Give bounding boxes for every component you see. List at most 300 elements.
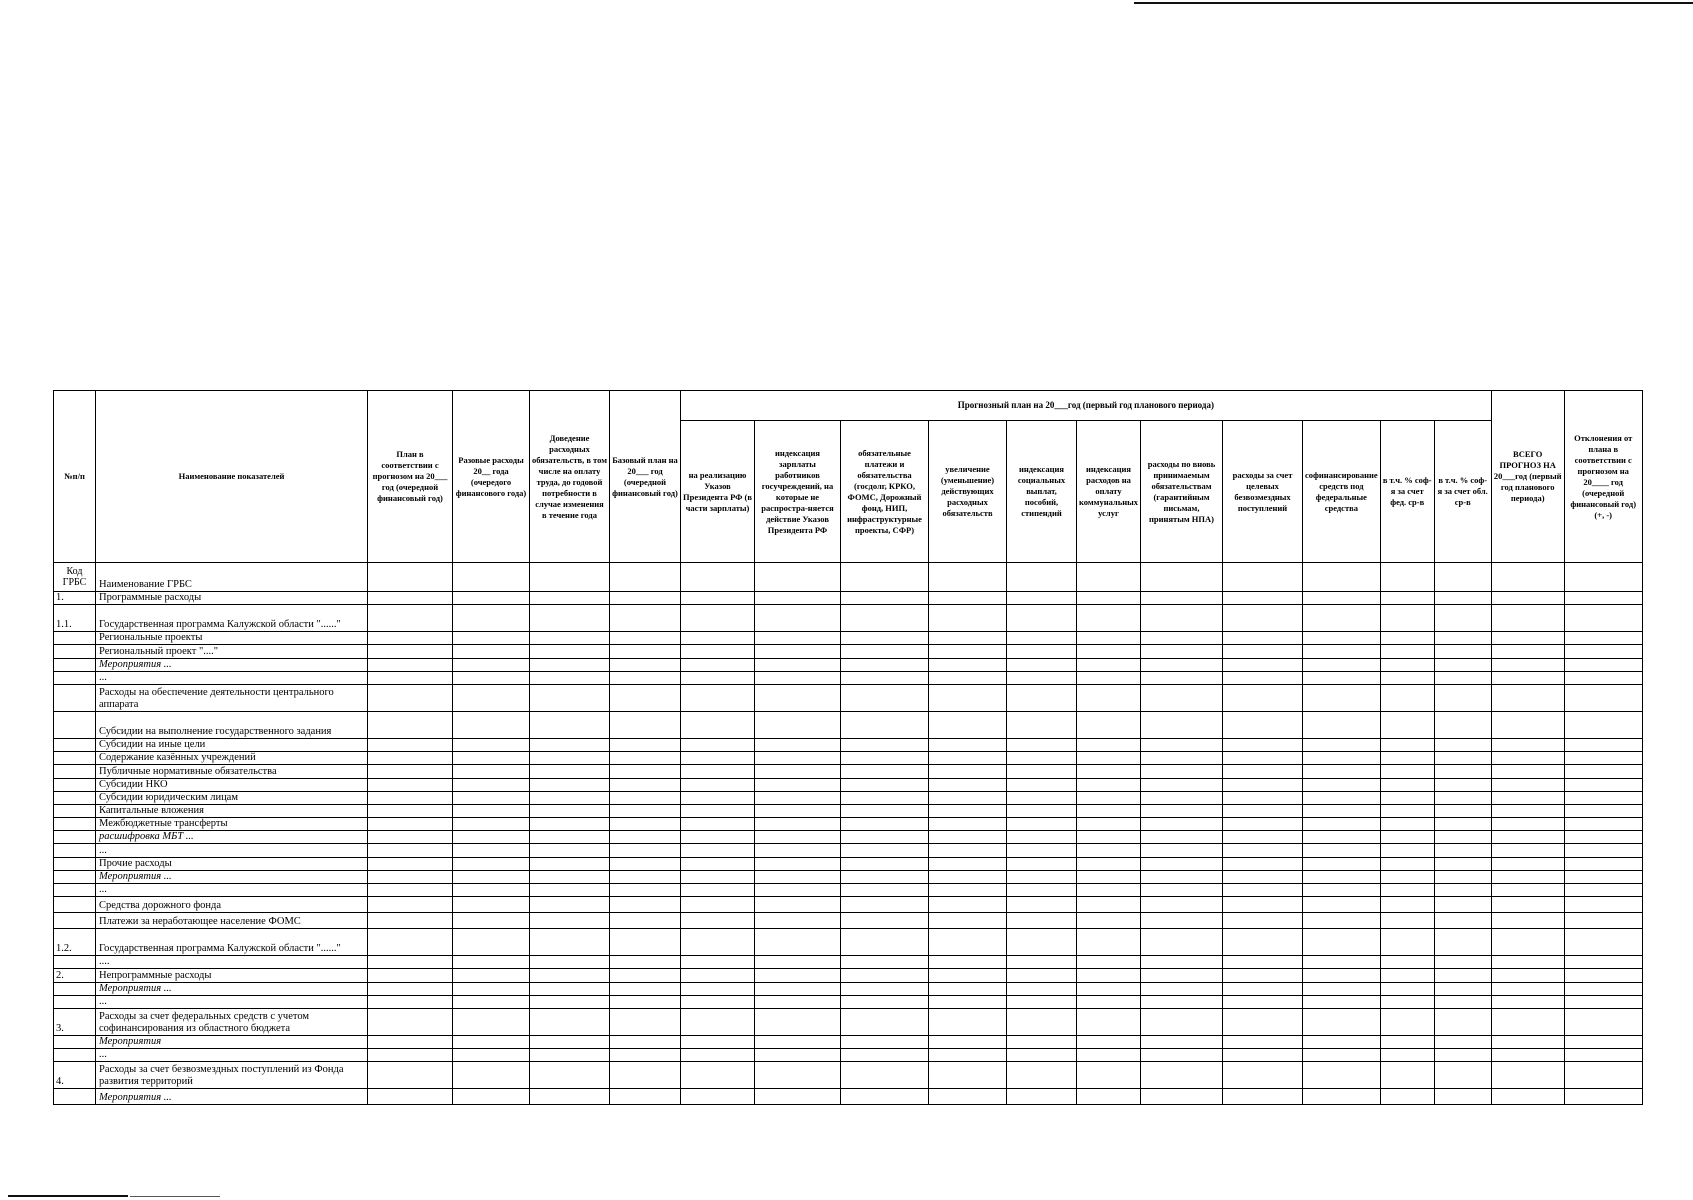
value-cell [1380, 913, 1434, 929]
value-cell [1303, 929, 1381, 956]
value-cell [1007, 897, 1077, 913]
value-cell [530, 804, 610, 817]
value-cell [1223, 563, 1303, 592]
value-cell [1141, 791, 1223, 804]
value-cell [453, 831, 530, 844]
value-cell [681, 818, 755, 831]
value-cell [755, 804, 841, 817]
value-cell [1223, 804, 1303, 817]
value-cell [1007, 870, 1077, 883]
value-cell [1434, 645, 1491, 658]
value-cell [1141, 684, 1223, 711]
value-cell [755, 765, 841, 778]
value-cell [610, 605, 681, 632]
value-cell [1223, 711, 1303, 738]
value-cell [755, 605, 841, 632]
value-cell [1077, 711, 1141, 738]
value-cell [681, 897, 755, 913]
value-cell [453, 844, 530, 857]
value-cell [1141, 1008, 1223, 1035]
row-number [54, 1049, 96, 1062]
value-cell [1223, 897, 1303, 913]
value-cell [530, 563, 610, 592]
value-cell [1223, 831, 1303, 844]
value-cell [368, 969, 453, 982]
table-row [54, 1008, 1643, 1035]
value-cell [1007, 818, 1077, 831]
value-cell [1007, 563, 1077, 592]
value-cell [1141, 884, 1223, 897]
value-cell [368, 684, 453, 711]
row-number [54, 804, 96, 817]
value-cell [841, 929, 929, 956]
value-cell [841, 778, 929, 791]
value-cell [1491, 956, 1564, 969]
value-cell [681, 1089, 755, 1105]
value-cell [1491, 1035, 1564, 1048]
header-sub-10: в т.ч. % соф-я за счет обл. ср-в [1434, 421, 1491, 563]
value-cell [755, 1049, 841, 1062]
value-cell [1380, 778, 1434, 791]
value-cell [1380, 831, 1434, 844]
value-cell [610, 658, 681, 671]
value-cell [1303, 870, 1381, 883]
value-cell [368, 711, 453, 738]
value-cell [368, 563, 453, 592]
table-row [54, 857, 1643, 870]
value-cell [681, 913, 755, 929]
table-row [54, 831, 1643, 844]
row-number [54, 897, 96, 913]
header-sub-1: индексация зарплаты работников госучреждений, на которые не распростра-няется действие Указов Президента РФ [755, 421, 841, 563]
value-cell [1077, 563, 1141, 592]
row-indicator-name: Межбюджетные трансферты [96, 818, 368, 831]
value-cell [929, 645, 1007, 658]
value-cell [368, 844, 453, 857]
value-cell [1491, 645, 1564, 658]
value-cell [453, 791, 530, 804]
value-cell [368, 671, 453, 684]
value-cell [1077, 804, 1141, 817]
value-cell [1007, 791, 1077, 804]
value-cell [841, 671, 929, 684]
value-cell [1141, 870, 1223, 883]
value-cell [1223, 929, 1303, 956]
value-cell [1141, 1062, 1223, 1089]
value-cell [1564, 765, 1642, 778]
value-cell [929, 1035, 1007, 1048]
value-cell [929, 778, 1007, 791]
value-cell [1434, 913, 1491, 929]
value-cell [1077, 778, 1141, 791]
header-sub-5: индексация расходов на оплату коммунальных услуг [1077, 421, 1141, 563]
value-cell [681, 791, 755, 804]
value-cell [929, 1062, 1007, 1089]
value-cell [453, 913, 530, 929]
table-row [54, 563, 1643, 592]
value-cell [610, 778, 681, 791]
value-cell [1564, 645, 1642, 658]
value-cell [453, 1035, 530, 1048]
table-row [54, 765, 1643, 778]
value-cell [841, 711, 929, 738]
table-row [54, 818, 1643, 831]
table-row [54, 778, 1643, 791]
row-indicator-name: Субсидии юридическим лицам [96, 791, 368, 804]
value-cell [929, 711, 1007, 738]
table-row [54, 791, 1643, 804]
value-cell [929, 857, 1007, 870]
value-cell [929, 658, 1007, 671]
value-cell [1223, 982, 1303, 995]
value-cell [1007, 1035, 1077, 1048]
value-cell [1434, 752, 1491, 765]
value-cell [1077, 658, 1141, 671]
value-cell [1223, 1062, 1303, 1089]
value-cell [755, 956, 841, 969]
value-cell [610, 711, 681, 738]
value-cell [841, 956, 929, 969]
value-cell [453, 684, 530, 711]
value-cell [929, 671, 1007, 684]
value-cell [1007, 1062, 1077, 1089]
value-cell [610, 671, 681, 684]
value-cell [1564, 913, 1642, 929]
row-indicator-name: ... [96, 671, 368, 684]
value-cell [610, 897, 681, 913]
value-cell [755, 831, 841, 844]
value-cell [841, 645, 929, 658]
forecast-table [53, 390, 1643, 1105]
value-cell [610, 563, 681, 592]
value-cell [1434, 684, 1491, 711]
table-row [54, 605, 1643, 632]
value-cell [1303, 791, 1381, 804]
header-base-plan: Базовый план на 20___ год (очередной финансовый год) [610, 391, 681, 563]
value-cell [681, 831, 755, 844]
value-cell [368, 1049, 453, 1062]
value-cell [1564, 995, 1642, 1008]
value-cell [1077, 752, 1141, 765]
value-cell [368, 765, 453, 778]
value-cell [1077, 1089, 1141, 1105]
value-cell [841, 658, 929, 671]
value-cell [1141, 1035, 1223, 1048]
value-cell [1434, 969, 1491, 982]
value-cell [1077, 831, 1141, 844]
value-cell [681, 804, 755, 817]
value-cell [755, 778, 841, 791]
value-cell [1564, 632, 1642, 645]
value-cell [755, 1008, 841, 1035]
value-cell [1564, 929, 1642, 956]
value-cell [1380, 1049, 1434, 1062]
value-cell [1491, 982, 1564, 995]
value-cell [530, 791, 610, 804]
value-cell [1434, 870, 1491, 883]
value-cell [1077, 956, 1141, 969]
value-cell [1564, 844, 1642, 857]
value-cell [1564, 1035, 1642, 1048]
table-row [54, 711, 1643, 738]
value-cell [610, 913, 681, 929]
value-cell [841, 738, 929, 751]
scan-edge-line-bottom-2 [130, 1196, 220, 1197]
value-cell [1141, 658, 1223, 671]
value-cell [755, 1089, 841, 1105]
value-cell [1380, 929, 1434, 956]
value-cell [1491, 804, 1564, 817]
value-cell [610, 804, 681, 817]
value-cell [681, 1035, 755, 1048]
value-cell [368, 804, 453, 817]
value-cell [1007, 592, 1077, 605]
value-cell [1564, 563, 1642, 592]
value-cell [1141, 831, 1223, 844]
value-cell [1223, 592, 1303, 605]
row-indicator-name: Субсидии НКО [96, 778, 368, 791]
value-cell [1077, 605, 1141, 632]
value-cell [1491, 684, 1564, 711]
value-cell [1077, 857, 1141, 870]
value-cell [453, 956, 530, 969]
value-cell [1380, 658, 1434, 671]
value-cell [368, 1089, 453, 1105]
value-cell [368, 645, 453, 658]
value-cell [1077, 818, 1141, 831]
value-cell [755, 671, 841, 684]
value-cell [755, 995, 841, 1008]
value-cell [1564, 684, 1642, 711]
value-cell [1380, 1062, 1434, 1089]
value-cell [368, 605, 453, 632]
table-row [54, 632, 1643, 645]
value-cell [1303, 956, 1381, 969]
value-cell [610, 1008, 681, 1035]
row-indicator-name: Региональный проект "...." [96, 645, 368, 658]
value-cell [1303, 897, 1381, 913]
value-cell [530, 982, 610, 995]
value-cell [1564, 897, 1642, 913]
value-cell [1380, 818, 1434, 831]
header-sub-9: в т.ч. % соф-я за счет фед. ср-в [1380, 421, 1434, 563]
value-cell [1303, 605, 1381, 632]
value-cell [1491, 1008, 1564, 1035]
value-cell [1141, 738, 1223, 751]
value-cell [1007, 913, 1077, 929]
value-cell [1223, 969, 1303, 982]
value-cell [530, 711, 610, 738]
value-cell [1380, 956, 1434, 969]
value-cell [929, 818, 1007, 831]
value-cell [1077, 1049, 1141, 1062]
row-indicator-name: Мероприятия ... [96, 870, 368, 883]
value-cell [755, 870, 841, 883]
value-cell [1303, 711, 1381, 738]
row-number [54, 658, 96, 671]
value-cell [610, 929, 681, 956]
value-cell [1077, 791, 1141, 804]
table-row [54, 1062, 1643, 1089]
row-indicator-name: Мероприятия [96, 1035, 368, 1048]
value-cell [929, 897, 1007, 913]
value-cell [1007, 658, 1077, 671]
value-cell [1303, 857, 1381, 870]
header-onetime: Разовые расходы 20__ года (очередого финансового года) [453, 391, 530, 563]
row-number [54, 857, 96, 870]
row-indicator-name: .... [96, 956, 368, 969]
value-cell [610, 1089, 681, 1105]
value-cell [1491, 563, 1564, 592]
value-cell [929, 913, 1007, 929]
value-cell [610, 791, 681, 804]
value-cell [368, 1035, 453, 1048]
table-row [54, 592, 1643, 605]
value-cell [929, 1008, 1007, 1035]
value-cell [453, 778, 530, 791]
row-indicator-name: Программные расходы [96, 592, 368, 605]
value-cell [453, 765, 530, 778]
row-number [54, 684, 96, 711]
value-cell [1380, 632, 1434, 645]
value-cell [1223, 913, 1303, 929]
value-cell [530, 897, 610, 913]
value-cell [1303, 995, 1381, 1008]
value-cell [1077, 969, 1141, 982]
value-cell [681, 605, 755, 632]
value-cell [1077, 913, 1141, 929]
row-number: 1.1. [54, 605, 96, 632]
value-cell [1007, 671, 1077, 684]
value-cell [755, 929, 841, 956]
value-cell [1303, 765, 1381, 778]
header-forecast-group: Прогнозный план на 20___год (первый год планового периода) [681, 391, 1492, 421]
value-cell [453, 870, 530, 883]
row-number [54, 956, 96, 969]
value-cell [1491, 1062, 1564, 1089]
value-cell [681, 765, 755, 778]
row-number: 3. [54, 1008, 96, 1035]
value-cell [1007, 1049, 1077, 1062]
header-plan: План в соответствии с прогнозом на 20___ год (очередной финансовый год) [368, 391, 453, 563]
value-cell [841, 913, 929, 929]
value-cell [1564, 870, 1642, 883]
value-cell [530, 1049, 610, 1062]
value-cell [1491, 658, 1564, 671]
row-number [54, 752, 96, 765]
value-cell [1380, 752, 1434, 765]
row-number [54, 778, 96, 791]
row-number [54, 645, 96, 658]
value-cell [1223, 870, 1303, 883]
value-cell [530, 818, 610, 831]
row-indicator-name: Мероприятия ... [96, 982, 368, 995]
value-cell [1007, 684, 1077, 711]
value-cell [610, 765, 681, 778]
value-cell [530, 765, 610, 778]
value-cell [929, 956, 1007, 969]
value-cell [1564, 1008, 1642, 1035]
value-cell [1077, 884, 1141, 897]
value-cell [841, 684, 929, 711]
value-cell [1303, 844, 1381, 857]
value-cell [453, 929, 530, 956]
value-cell [1434, 563, 1491, 592]
value-cell [1077, 995, 1141, 1008]
row-number [54, 632, 96, 645]
value-cell [841, 804, 929, 817]
value-cell [530, 658, 610, 671]
value-cell [1380, 711, 1434, 738]
value-cell [453, 1049, 530, 1062]
value-cell [841, 995, 929, 1008]
value-cell [1564, 738, 1642, 751]
value-cell [1380, 884, 1434, 897]
row-number [54, 884, 96, 897]
row-indicator-name: Средства дорожного фонда [96, 897, 368, 913]
value-cell [755, 913, 841, 929]
value-cell [1303, 632, 1381, 645]
value-cell [368, 778, 453, 791]
value-cell [1303, 1049, 1381, 1062]
value-cell [1007, 995, 1077, 1008]
value-cell [1564, 658, 1642, 671]
value-cell [755, 1062, 841, 1089]
value-cell [610, 752, 681, 765]
value-cell [755, 592, 841, 605]
value-cell [1077, 592, 1141, 605]
value-cell [1303, 969, 1381, 982]
value-cell [1303, 752, 1381, 765]
row-number: Код ГРБС [54, 563, 96, 592]
value-cell [841, 818, 929, 831]
header-name: Наименование показателей [96, 391, 368, 563]
value-cell [610, 592, 681, 605]
value-cell [841, 752, 929, 765]
value-cell [1007, 711, 1077, 738]
value-cell [1380, 969, 1434, 982]
value-cell [1434, 1089, 1491, 1105]
value-cell [1434, 818, 1491, 831]
value-cell [1303, 778, 1381, 791]
value-cell [1223, 658, 1303, 671]
value-cell [1564, 605, 1642, 632]
value-cell [1007, 1089, 1077, 1105]
row-indicator-name: Непрограммные расходы [96, 969, 368, 982]
value-cell [1303, 1035, 1381, 1048]
value-cell [1141, 752, 1223, 765]
value-cell [1380, 1008, 1434, 1035]
value-cell [681, 752, 755, 765]
value-cell [755, 791, 841, 804]
value-cell [1564, 752, 1642, 765]
row-number [54, 913, 96, 929]
value-cell [530, 605, 610, 632]
value-cell [1077, 1008, 1141, 1035]
value-cell [929, 804, 1007, 817]
value-cell [841, 870, 929, 883]
value-cell [1564, 884, 1642, 897]
value-cell [1434, 791, 1491, 804]
value-cell [530, 632, 610, 645]
table-row [54, 804, 1643, 817]
value-cell [1491, 884, 1564, 897]
value-cell [453, 645, 530, 658]
value-cell [1223, 844, 1303, 857]
value-cell [841, 897, 929, 913]
value-cell [453, 1008, 530, 1035]
value-cell [1434, 671, 1491, 684]
